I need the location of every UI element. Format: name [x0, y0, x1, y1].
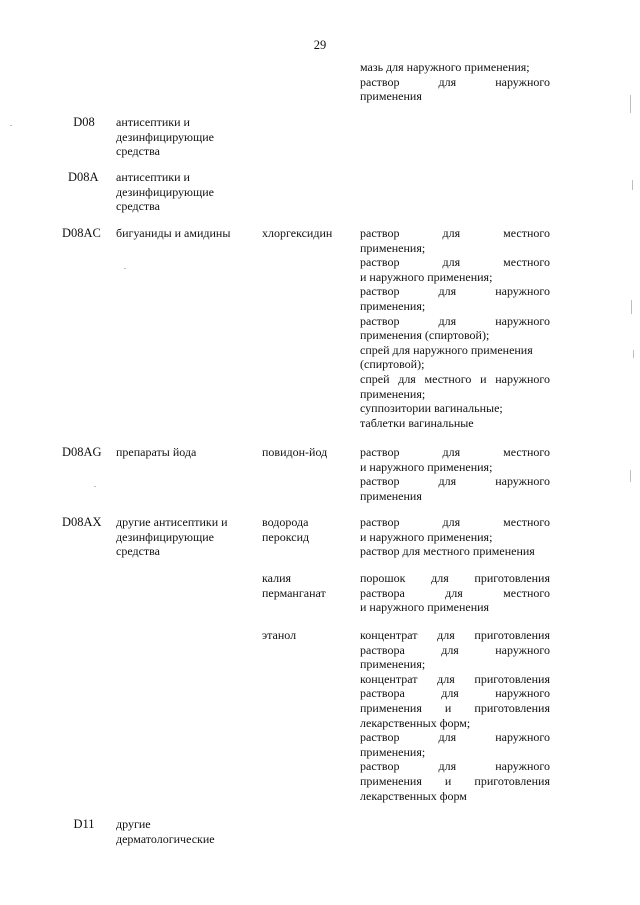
- scan-mark: [632, 180, 633, 190]
- inn-name: [262, 571, 352, 600]
- inn-line: перманганат: [262, 585, 326, 600]
- group-name: [116, 515, 246, 559]
- form-line: раствора для наружного: [360, 642, 550, 657]
- form-line: раствора для местного: [360, 585, 550, 600]
- form-line: раствор для наружного: [360, 74, 550, 89]
- form-line: спрей для местного и наружного: [360, 371, 550, 386]
- inn-name: [262, 445, 352, 460]
- form-line: лекарственных форм: [360, 788, 467, 803]
- group-name: [116, 170, 246, 214]
- form-line: применения;: [360, 657, 426, 672]
- name-line: другие: [116, 817, 151, 831]
- group-name: [116, 115, 246, 159]
- inn-line: этанол: [262, 628, 297, 642]
- form-line: раствор для местного: [360, 515, 550, 529]
- name-line: средства: [116, 144, 161, 159]
- form-line: применения (спиртовой);: [360, 328, 490, 343]
- inn-line: повидон-йод: [262, 445, 328, 459]
- atc-code: D11: [73, 817, 95, 831]
- form-line: раствор для местного: [360, 226, 550, 240]
- form-line: раствор для наружного: [360, 284, 550, 299]
- inn-name: [262, 628, 352, 643]
- name-line: бигуаниды и амидины: [116, 226, 231, 240]
- form-line: порошок для приготовления: [360, 571, 550, 585]
- name-line: дезинфицирующие: [116, 129, 214, 144]
- scan-mark: [633, 350, 634, 358]
- name-line: дерматологические: [116, 831, 215, 846]
- form-line: концентрат для приготовления: [360, 628, 550, 642]
- form-line: раствора для наружного: [360, 686, 550, 701]
- form-line: (спиртовой);: [360, 357, 425, 372]
- group-name: [116, 226, 246, 241]
- name-line: средства: [116, 544, 161, 559]
- form-line: раствор для местного применения: [360, 544, 535, 559]
- atc-code: D08AG: [62, 445, 102, 459]
- dosage-forms: [360, 515, 550, 559]
- form-line: применения;: [360, 240, 426, 255]
- name-line: средства: [116, 199, 161, 214]
- group-name: [116, 817, 246, 846]
- form-line: применения;: [360, 744, 426, 759]
- dosage-forms: [360, 60, 550, 104]
- scan-mark: [631, 300, 632, 314]
- atc-code: D08AX: [62, 515, 102, 529]
- inn-line: пероксид: [262, 529, 310, 544]
- form-line: применения: [360, 89, 422, 104]
- form-line: применения: [360, 488, 422, 503]
- form-line: и наружного применения;: [360, 269, 493, 284]
- form-line: концентрат для приготовления: [360, 671, 550, 686]
- form-line: применения;: [360, 298, 426, 313]
- form-line: и наружного применения: [360, 600, 490, 615]
- dosage-forms: [360, 226, 550, 430]
- form-line: и наружного применения;: [360, 529, 493, 544]
- atc-code: D08: [73, 115, 95, 129]
- inn-line: хлоргексидин: [262, 226, 333, 240]
- scan-mark: [94, 486, 96, 487]
- name-line: антисептики и: [116, 115, 190, 129]
- inn-name: [262, 226, 352, 241]
- form-line: раствор для наружного: [360, 474, 550, 489]
- form-line: мазь для наружного применения;: [360, 60, 530, 74]
- form-line: спрей для наружного применения: [360, 342, 533, 357]
- form-line: раствор для наружного: [360, 313, 550, 328]
- form-line: применения;: [360, 386, 426, 401]
- dosage-forms: [360, 445, 550, 503]
- scan-mark: [630, 470, 631, 482]
- scan-mark: [10, 125, 12, 126]
- name-line: препараты йода: [116, 445, 197, 459]
- name-line: антисептики и: [116, 170, 190, 184]
- name-line: дезинфицирующие: [116, 529, 214, 544]
- name-line: другие антисептики и: [116, 515, 228, 529]
- form-line: раствор для наружного: [360, 730, 550, 745]
- form-line: применения и приготовления: [360, 773, 550, 788]
- scan-mark: [124, 268, 126, 269]
- form-line: применения и приготовления: [360, 700, 550, 715]
- dosage-forms: [360, 628, 550, 803]
- form-line: раствор для местного: [360, 445, 550, 459]
- atc-code: D08A: [68, 170, 99, 184]
- group-name: [116, 445, 246, 460]
- form-line: и наружного применения;: [360, 459, 493, 474]
- form-line: лекарственных форм;: [360, 715, 471, 730]
- inn-name: [262, 515, 352, 544]
- dosage-forms: [360, 571, 550, 615]
- form-line: раствор для местного: [360, 255, 550, 270]
- name-line: дезинфицирующие: [116, 184, 214, 199]
- form-line: таблетки вагинальные: [360, 415, 474, 430]
- form-line: суппозитории вагинальные;: [360, 401, 503, 416]
- inn-line: водорода: [262, 515, 309, 529]
- inn-line: калия: [262, 571, 292, 585]
- form-line: раствор для наружного: [360, 759, 550, 774]
- scan-mark: [630, 95, 631, 113]
- page-number: 29: [313, 38, 327, 52]
- atc-code: D08AC: [62, 226, 101, 240]
